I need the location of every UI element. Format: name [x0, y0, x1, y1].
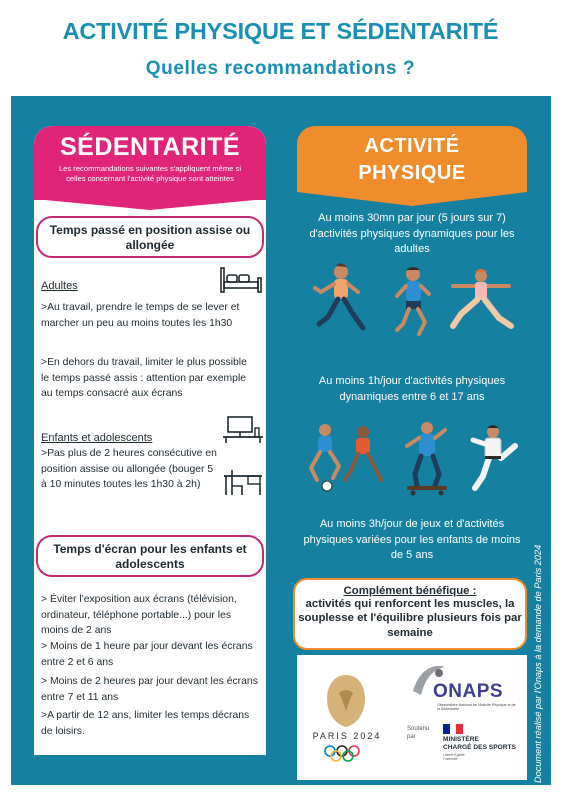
desk-chair-icon	[222, 466, 264, 496]
activite-title-line2: PHYSIQUE	[358, 162, 466, 184]
sedentarite-header-pointer	[34, 199, 266, 211]
ministere-line1: MINISTÈRE	[443, 736, 479, 743]
activite-title	[297, 133, 527, 187]
sitting-time-heading: Temps passé en position assise ou allongée	[36, 216, 264, 258]
computer-desk-icon	[222, 414, 264, 444]
youth-athletes-illustration	[303, 420, 523, 498]
rec-kids: Au moins 3h/jour de jeux et d'activités physiques variées pour les enfants de moins de 5 ans	[303, 518, 521, 561]
screen-time-heading: Temps d'écran pour les enfants et adolescents	[36, 535, 264, 577]
onaps-subtitle: Observatoire National de l'Activité Physique et de la Sédentarité	[437, 703, 516, 712]
rec-adults: Au moins 30mn par jour (5 jours sur 7) d'activités physiques dynamiques pour les adultes	[309, 212, 515, 255]
logos-area	[297, 655, 527, 780]
bonus-box	[293, 578, 527, 650]
page-subtitle: Quelles recommandations ?	[145, 58, 416, 79]
onaps-wordmark: ONAPS	[433, 681, 504, 702]
screen-item-7-11: > Moins de 2 heures par jour devant les écrans entre 7 et 11 ans	[41, 676, 258, 703]
screen-item-12-plus: >A partir de 12 ans, limiter les temps décrans de loisirs.	[41, 710, 250, 737]
page-title: ACTIVITÉ PHYSIQUE ET SÉDENTARITÉ	[62, 18, 499, 44]
credit-note: Document réalisé par l'Onaps à la demande de Paris 2024	[533, 544, 543, 783]
ministere-name	[443, 736, 516, 751]
kids-label: Enfants et adolescents	[41, 432, 153, 444]
soutenu-par: Soutenu par	[407, 726, 430, 740]
kids-item: >Pas plus de 2 heures consécutive en position assise ou allongée (bouger 5 à 10 minutes toutes les 1h30 à 2h)	[41, 448, 217, 490]
adults-label: Adultes	[41, 280, 78, 292]
sedentarite-header	[34, 126, 266, 200]
screen-item-2-6: > Moins de 1 heure par jour devant les écrans entre 2 et 6 ans	[41, 641, 253, 668]
activite-title-line1: ACTIVITÉ	[364, 135, 460, 157]
paris-2024-flame-logo	[315, 671, 377, 731]
adult-athletes-illustration	[303, 262, 523, 342]
sedentarite-title: SÉDENTARITÉ	[59, 133, 241, 161]
paris-2024-text: PARIS 2024	[312, 731, 382, 741]
screen-item-under-2: > Éviter l'exposition aux écrans (télévision, ordinateur, téléphone portable...) pour les moins de 2 ans	[41, 594, 237, 636]
bed-icon	[219, 266, 263, 294]
sedentarite-intro: Les recommandations suivantes s'appliquent même si celles concernant l'activité physique sont atteintes	[58, 164, 242, 183]
bonus-title: Complément bénéfique :	[343, 585, 477, 597]
republic-motto: Liberté Égalité Fraternité	[443, 753, 465, 761]
ministere-line2: CHARGÉ DES SPORTS	[443, 743, 516, 751]
activite-header	[297, 126, 527, 192]
adults-item-work: >Au travail, prendre le temps de se lever et marcher un peu au moins toutes les 1h30	[41, 302, 240, 329]
bonus-body: activités qui renforcent les muscles, la souplesse et l'équilibre plusieurs fois par semaine	[298, 598, 522, 639]
adults-item-outside-work: >En dehors du travail, limiter le plus possible le temps passé assis : attention par exemple au temps consacré aux écrans	[41, 357, 247, 399]
activite-header-pointer	[297, 192, 527, 206]
french-flag-icon	[443, 724, 463, 734]
rec-teens: Au moins 1h/jour d'activités physiques dynamiques entre 6 et 17 ans	[318, 375, 506, 403]
olympic-rings-icon	[322, 745, 372, 763]
